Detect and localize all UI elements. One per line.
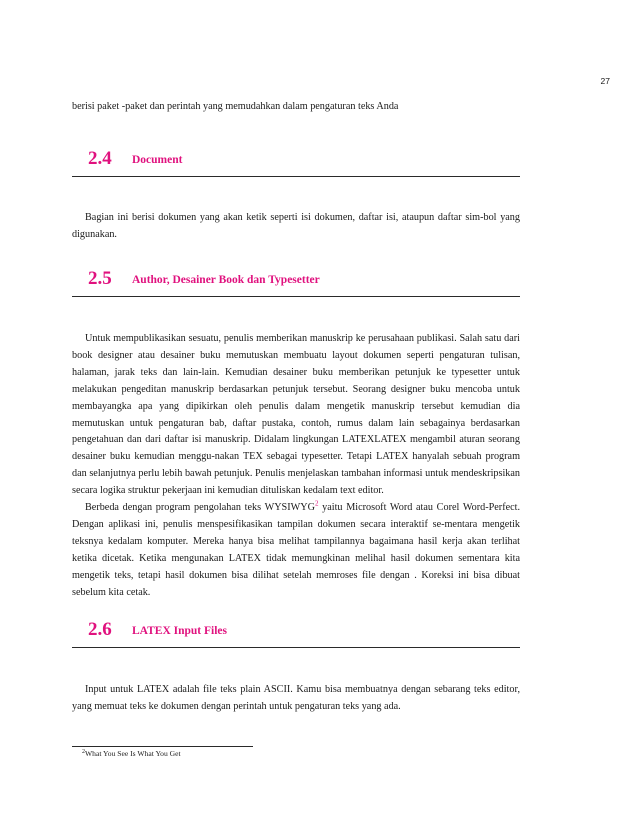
paragraph: Bagian ini berisi dokumen yang akan ketik seperti isi dokumen, daftar isi, ataupun daftar sim-bol yang digunakan. [72,212,520,240]
footnote-text: What You See Is What You Get [85,749,181,758]
footnote-reference: 2 [314,499,319,508]
section-number: 2.4 [88,148,112,169]
section-heading-2-6 [72,619,520,648]
footnote-rule [72,746,253,747]
section-heading-2-4 [72,148,520,177]
section-title: Author, Desainer Book dan Typesetter [132,274,320,286]
footnote [82,749,181,759]
paragraph: Berbeda dengan program pengolahan teks WYSIWYG$^2$ yaitu Microsoft Word atau Corel Word-Perfect. Dengan aplikasi ini, penulis menspesifikasikan tampilan dokumen secara interaktif se-mentara mengetik teksnya kedalam komputer. Mereka hanya bisa melihat tampilannya bagaimana hasil kerja akan terlihat ketika dicetak. Ketika mengunakan LATEX tidak memungkinan melihal hasil dokumen sementara kita mengetik teks, tetapi hasil dokumen bisa dilihat setelah memroses file dengan . Koreksi ini bisa dibuat sebelum kita cetak. [72,499,521,598]
intro-paragraph: berisi paket -paket dan perintah yang memudahkan dalam pengaturan teks Anda [72,101,399,112]
section-heading-2-5 [72,268,520,297]
section-number: 2.6 [88,619,112,640]
footnote-mark: 2 [82,749,85,755]
paragraph: Input untuk LATEX adalah file teks plain ASCII. Kamu bisa membuatnya dengan sebarang teks editor, yang memuat teks ke dokumen dengan perintah untuk pengaturan teks yang ada. [72,684,520,712]
paragraph: Untuk mempublikasikan sesuatu, penulis memberikan manuskrip ke perusahaan publikasi. Salah satu dari book designer atau desainer buku memutuskan membuatu layout dokumen seperti pengaturan tulisan, halaman, jarak teks dan lain-lain. Kemudian desainer buku memberikan petunjuk ke typesetter untuk melakukan pengeditan manuskrip berdasarkan petunjuk tersebut. Seorang designer buku mencoba untuk membayangka apa yang dipikirkan oleh penulis dalam mengetik manuskrip tersebut kemudian dia memutuskan untuk pengaturan bab, daftar pustaka, contoh, rumus dalam lain sebagainya berdasarkan pengetahuan dan dari daftar isi manuskrip. Didalam lingkungan LATEXLATEX mengambil aturan seorang desainer buku kemudian menggu-nakan TEX sebagai typesetter. Tetapi LATEX hanyalah sebuah program dan selanjutnya perlu lebih bawah petunjuk. Penulis menjelaskan tambahan informasi untuk mendeskripsikan secara logika struktur pekerjaan ini kemudian dituliskan kedalam text editor. [72,333,520,497]
page-number: 27 [600,76,610,86]
section-number: 2.5 [88,268,112,289]
section-title: Document [132,154,183,166]
section-title: LATEX Input Files [132,625,228,637]
